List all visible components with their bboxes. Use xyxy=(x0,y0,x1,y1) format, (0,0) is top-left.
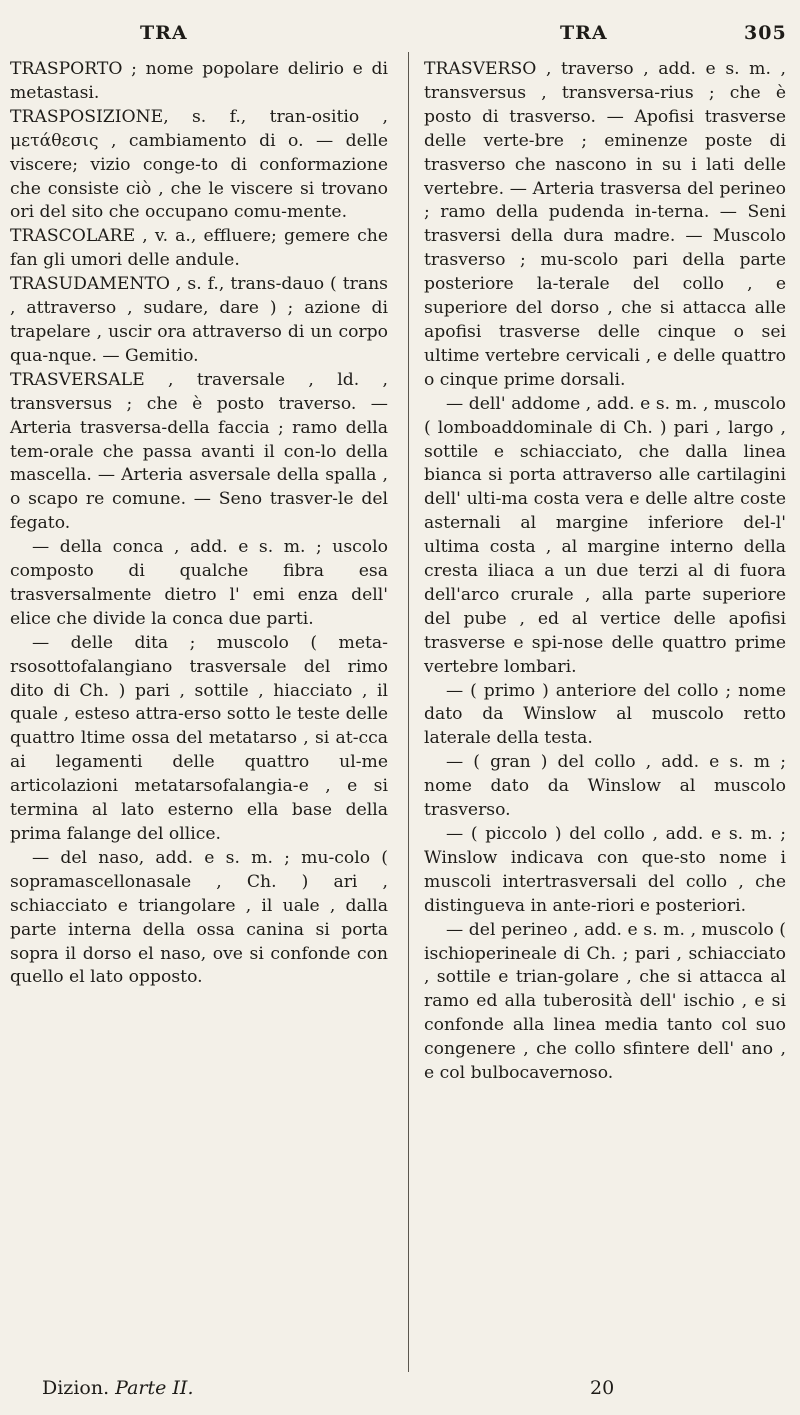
dictionary-entry: TRASVERSO , traverso , add. e s. m. , transversus , transversa-rius ; che è posto di trasverso. — Apofisi trasverse delle verte-bre ; eminenze poste di trasverso che nascono in su i lati delle vertebre. — Arteria trasversa del perineo ; ramo della pudenda in-terna. — Seni trasversi della dura madre. — Muscolo trasverso ; mu-scolo pari della parte posteriore la-terale del collo , e superiore del dorso , che si attacca alle apofisi trasverse delle cinque o sei ultime vertebre cervicali , e delle quattro o cinque prime dorsali. xyxy=(424,59,786,390)
dictionary-subentry: — ( piccolo ) del collo , add. e s. m. ; Winslow indicava con que-sto nome i muscoli intertrasversali del collo , che distingueva in ante-riori e posteriori. xyxy=(424,824,786,916)
signature-part: Parte II. xyxy=(115,1377,194,1399)
column-divider xyxy=(408,52,409,1372)
right-column xyxy=(424,58,786,1086)
dictionary-entry: TRASPORTO ; nome popolare delirio e di metastasi. xyxy=(10,59,388,103)
dictionary-subentry: — delle dita ; muscolo ( meta-rsosottofalangiano trasversale del rimo dito di Ch. ) pari , sottile , hiacciato , il quale , esteso attra-erso sotto le teste delle quattro ltime ossa del metatarso , si at-cca ai legamenti delle quattro ul-me articolazioni metatarsofalangia-e , e si termina al lato esterno ella base della prima falange del ollice. xyxy=(10,632,388,844)
dictionary-entry: TRASVERSALE , traversale , ld. , transversus ; che è posto traverso. — Arteria trasversa-della faccia ; ramo della tem-orale che passa avanti il con-lo della mascella. — Arteria asversale della spalla , o scapo re comune. — Seno trasver-le del fegato. xyxy=(10,369,388,534)
dictionary-subentry: — dell' addome , add. e s. m. , muscolo ( lomboaddominale di Ch. ) pari , largo , sottile e schiacciato, che dalla linea bianca si porta attraverso alle cartilagini dell' ulti-ma costa vera e delle altre coste asternali al margine inferiore del-l' ultima costa , al margine interno della cresta iliaca a un due terzi al di fuora dell'arco crurale , alla parte superiore del pube , ed al vertice delle apofisi trasverse e spi-nose delle quattro prime vertebre lombari. xyxy=(424,393,786,677)
dictionary-subentry: — del perineo , add. e s. m. , muscolo ( ischioperineale di Ch. ; pari , schiacciato , sottile e trian-golare , che si attacca al ramo ed alla tuberosità dell' ischio , e si confonde alla linea media tanto col suo congenere , che collo sfintere dell' ano , e col bulbocavernoso. xyxy=(424,919,786,1084)
running-head-left: TRA xyxy=(140,22,188,44)
dictionary-subentry: — ( primo ) anteriore del collo ; nome dato da Winslow al muscolo retto laterale della testa. xyxy=(424,680,786,749)
dictionary-entry: TRASCOLARE , v. a., effluere; gemere che fan gli umori delle andule. xyxy=(10,226,388,271)
gathering-number: 20 xyxy=(590,1377,615,1399)
dictionary-entry: TRASPOSIZIONE, s. f., tran-ositio , μετάθεσις , cambiamento di o. — delle viscere; vizio conge-to di conformazione che consiste ciò , che le viscere si trovano ori del sito che occupano comu-mente. xyxy=(10,106,388,223)
left-column xyxy=(0,58,388,990)
dictionary-subentry: — ( gran ) del collo , add. e s. m ; nome dato da Winslow al muscolo trasverso. xyxy=(424,752,786,821)
dictionary-subentry: — del naso, add. e s. m. ; mu-colo ( sopramascellonasale , Ch. ) ari , schiacciato e triangolare , il uale , dalla parte interna della ossa canina si porta sopra il dorso el naso, ove si confonde con quello el lato opposto. xyxy=(10,847,388,988)
signature-prefix: Dizion. xyxy=(42,1377,110,1399)
signature-mark xyxy=(42,1377,193,1399)
running-head-right: TRA xyxy=(560,22,608,44)
dictionary-subentry: — della conca , add. e s. m. ; uscolo composto di qualche fibra esa trasversalmente dietro l' emi enza dell' elice che divide la conca due parti. xyxy=(10,537,388,629)
dictionary-entry: TRASUDAMENTO , s. f., trans-dauo ( trans , attraverso , sudare, dare ) ; azione di trapelare , uscir ora attraverso di un corpo qua-nque. — Gemitio. xyxy=(10,274,388,366)
page-number: 305 xyxy=(744,22,787,44)
